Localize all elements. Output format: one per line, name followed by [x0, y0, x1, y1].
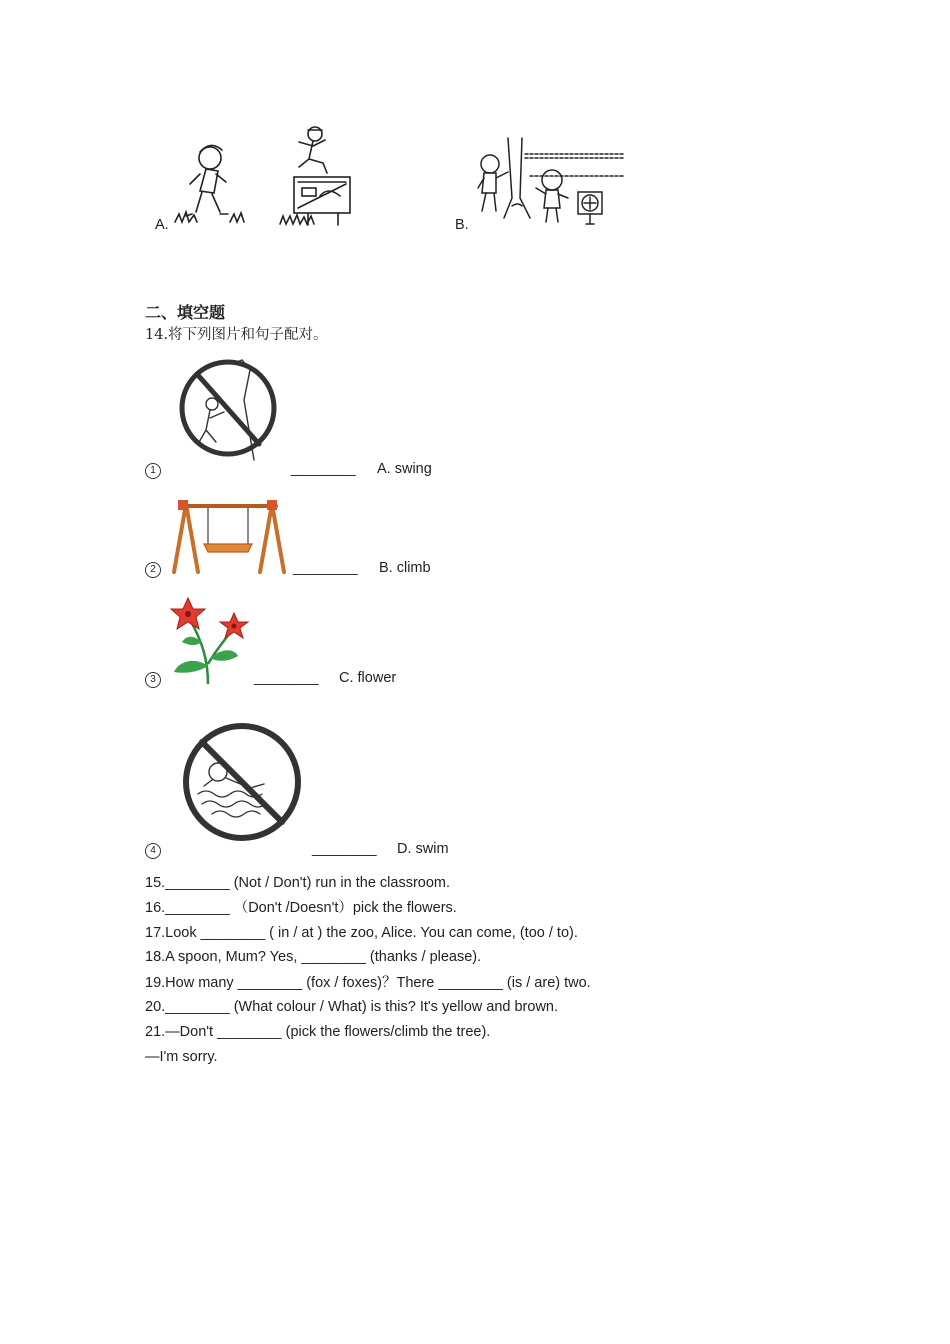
swing-icon: [168, 498, 290, 574]
match-option-4: D. swim: [397, 841, 449, 857]
answer-blank-3[interactable]: ________: [254, 670, 319, 686]
row-number: 4: [145, 843, 161, 859]
row-number: 2: [145, 562, 161, 578]
answer-blank-2[interactable]: ________: [293, 560, 358, 576]
option-b-label: B.: [455, 217, 469, 233]
match-row-3: [145, 669, 161, 688]
flower-icon: [168, 594, 254, 686]
match-row-1: [145, 460, 161, 479]
question-20: 20.________ (What colour / What) is this? It's yellow and brown.: [145, 999, 559, 1015]
match-option-2: B. climb: [379, 560, 431, 576]
question-21: 21.—Don't ________ (pick the flowers/climb the tree).: [145, 1024, 491, 1040]
option-a-label: A.: [155, 217, 169, 233]
kids-and-sign-illustration: [170, 122, 360, 232]
no-swimming-icon: [172, 700, 312, 850]
question-21-reply: —I'm sorry.: [145, 1049, 218, 1065]
row-number: 1: [145, 463, 161, 479]
section-title: 二、填空题: [145, 303, 226, 322]
row-number: 3: [145, 672, 161, 688]
question-16: 16.________ （Don't /Doesn't）pick the flowers.: [145, 900, 457, 916]
question-19: 19.How many ________ (fox / foxes)？There ________ (is / are) two.: [145, 975, 591, 991]
question-18: 18.A spoon, Mum? Yes, ________ (thanks / please).: [145, 949, 482, 965]
no-climbing-icon: [172, 356, 284, 464]
boys-by-tree-illustration: [470, 136, 630, 231]
question-15: 15.________ (Not / Don't) run in the classroom.: [145, 875, 451, 891]
match-option-1: A. swing: [377, 461, 432, 477]
question-17: 17.Look ________ ( in / at ) the zoo, Alice. You can come, (too / to).: [145, 925, 578, 941]
answer-blank-1[interactable]: ________: [291, 461, 356, 477]
question-14-prompt: 14.将下列图片和句子配对。: [145, 327, 328, 343]
match-option-3: C. flower: [339, 670, 397, 686]
match-row-2: [145, 559, 161, 578]
match-row-4: [145, 840, 161, 859]
answer-blank-4[interactable]: ________: [312, 841, 377, 857]
